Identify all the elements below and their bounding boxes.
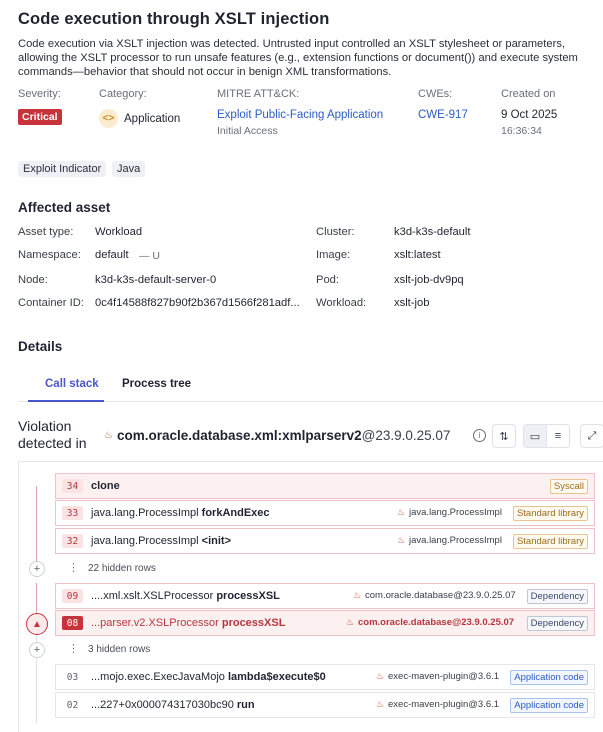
frame-number: 02 xyxy=(66,699,79,711)
stack-row-34[interactable] xyxy=(55,473,595,499)
frame-library-name: exec-maven-plugin@3.6.1 xyxy=(388,671,500,682)
cluster-label: Cluster: xyxy=(316,226,355,238)
workload-value: xslt-job xyxy=(394,297,430,309)
node-label: Node: xyxy=(18,274,48,286)
created-time: 16:36:34 xyxy=(501,125,542,137)
finding-description: Code execution via XSLT injection was detected. Untrusted input controlled an XSLT stylesheet or parameters, allowing the XSLT processor to run unsafe features (e.g., extension functions or document()) and execute system commands—behavior that should not occur in benign XML transformations. xyxy=(18,38,578,78)
stack-row-32[interactable] xyxy=(55,528,595,554)
view-toggle-compact[interactable] xyxy=(523,424,547,448)
frame-number: 33 xyxy=(62,506,83,520)
affected-asset-heading: Affected asset xyxy=(18,200,111,215)
hidden-rows-label[interactable]: 22 hidden rows xyxy=(88,563,156,574)
tab-call-stack[interactable]: Call stack xyxy=(45,378,99,390)
severity-label: Severity: xyxy=(18,88,61,100)
asset-type-value: Workload xyxy=(95,226,143,238)
warning-icon: ▲ xyxy=(26,613,48,635)
severity-badge: Critical xyxy=(18,109,62,125)
pod-label: Pod: xyxy=(316,274,340,286)
java-icon: ♨ xyxy=(346,617,355,627)
frame-badge: Dependency xyxy=(527,616,588,631)
node-value: k3d-k3s-default-server-0 xyxy=(95,274,217,286)
frame-function-name: clone xyxy=(91,480,120,492)
expand-icon: ⤢ xyxy=(587,429,597,442)
frame-library xyxy=(376,699,499,710)
stack-row-03[interactable] xyxy=(55,664,595,690)
frame-badge: Application code xyxy=(510,670,588,685)
pod-value: xslt-job-dv9pq xyxy=(394,274,464,286)
stack-row-02[interactable] xyxy=(55,692,595,718)
namespace-label: Namespace: xyxy=(18,249,81,261)
frame-library-name: java.lang.ProcessImpl xyxy=(409,507,502,518)
frame-class: java.lang.ProcessImpl xyxy=(91,535,202,547)
workload-label: Workload: xyxy=(316,297,367,309)
frame-method: lambda$execute$0 xyxy=(227,671,326,683)
created-date: 9 Oct 2025 xyxy=(501,109,558,121)
frame-number: 32 xyxy=(62,534,83,548)
expand-button[interactable] xyxy=(580,424,603,448)
mitre-label: MITRE ATT&CK: xyxy=(217,88,300,100)
image-value: xslt:latest xyxy=(394,249,441,261)
frame-library xyxy=(376,671,499,682)
created-label: Created on xyxy=(501,88,556,100)
frame-library-name: exec-maven-plugin@3.6.1 xyxy=(388,699,500,710)
asset-type-label: Asset type: xyxy=(18,226,74,238)
container-id-label: Container ID: xyxy=(18,297,84,309)
container-id-value: 0c4f14588f827b90f2b367d1566f281adf... xyxy=(95,297,300,309)
package-name: com.oracle.database.xml:xmlparserv2 xyxy=(117,428,362,443)
frame-number: 03 xyxy=(66,671,79,683)
frame-class: ...parser.v2.XSLProcessor xyxy=(91,617,222,629)
finding-title: Code execution through XSLT injection xyxy=(18,10,330,28)
frame-library xyxy=(353,590,516,601)
frame-class: java.lang.ProcessImpl xyxy=(91,507,202,519)
frame-library-name: java.lang.ProcessImpl xyxy=(409,535,502,546)
frame-method: forkAndExec xyxy=(201,507,270,519)
code-icon: <> xyxy=(99,109,118,128)
tag-java: Java xyxy=(112,161,145,177)
frame-badge: Syscall xyxy=(550,479,588,494)
stack-connector-mid xyxy=(36,583,37,613)
mitre-tactic: Initial Access xyxy=(217,125,278,137)
java-icon: ♨ xyxy=(376,699,385,709)
violation-package xyxy=(117,428,450,443)
compact-view-icon: ▭ xyxy=(529,430,541,443)
image-label: Image: xyxy=(316,249,351,261)
cwe-label: CWEs: xyxy=(418,88,453,100)
java-icon: ♨ xyxy=(353,590,362,600)
frame-function xyxy=(91,617,285,629)
details-heading: Details xyxy=(18,339,63,354)
info-icon[interactable]: i xyxy=(473,429,486,442)
frame-method: processXSL xyxy=(221,617,286,629)
violation-label: Violation detected in xyxy=(18,418,87,451)
frame-class: ...227+0x000074317030bc90 xyxy=(91,699,237,711)
java-icon: ♨ xyxy=(397,535,406,545)
tab-process-tree[interactable]: Process tree xyxy=(122,378,192,390)
stack-row-33[interactable] xyxy=(55,500,595,526)
frame-badge: Dependency xyxy=(527,589,588,604)
frame-class: ...mojo.exec.ExecJavaMojo xyxy=(91,671,228,683)
frame-method: <init> xyxy=(201,535,232,547)
mitre-technique-link[interactable]: Exploit Public-Facing Application xyxy=(217,109,384,121)
frame-library-name: com.oracle.database@23.9.0.25.07 xyxy=(358,617,515,628)
frame-function xyxy=(91,590,280,602)
java-icon: ♨ xyxy=(376,671,385,681)
frame-library xyxy=(346,617,514,628)
tabs-divider xyxy=(18,401,603,402)
frame-library xyxy=(397,507,502,518)
tab-active-underline xyxy=(28,400,104,402)
frame-method: run xyxy=(236,699,255,711)
frame-class: ....xml.xslt.XSLProcessor xyxy=(91,590,217,602)
frame-number: 09 xyxy=(62,589,83,603)
frame-library-name: com.oracle.database@23.9.0.25.07 xyxy=(365,590,516,601)
frame-function xyxy=(91,535,231,547)
expand-hidden-rows-button[interactable]: + xyxy=(29,561,45,577)
category-label: Category: xyxy=(99,88,147,100)
frame-badge: Standard library xyxy=(513,506,588,521)
frame-badge: Application code xyxy=(510,698,588,713)
namespace-extra: — U xyxy=(139,250,160,262)
list-view-icon: ≡ xyxy=(554,430,562,442)
package-version: @23.9.0.25.07 xyxy=(361,428,451,443)
view-toggle-list[interactable] xyxy=(546,424,570,448)
namespace-value: default xyxy=(95,249,129,261)
cwe-link[interactable]: CWE-917 xyxy=(418,109,468,121)
frame-library xyxy=(397,535,502,546)
hidden-rows-label[interactable]: 3 hidden rows xyxy=(88,644,151,655)
java-icon: ♨ xyxy=(104,430,113,441)
stack-row-09[interactable] xyxy=(55,583,595,609)
sort-button[interactable] xyxy=(492,424,516,448)
more-icon: ⋮ xyxy=(68,562,79,574)
tag-exploit-indicator: Exploit Indicator xyxy=(18,161,106,177)
stack-row-08[interactable] xyxy=(55,610,595,636)
more-icon: ⋮ xyxy=(68,643,79,655)
java-icon: ♨ xyxy=(397,507,406,517)
expand-hidden-rows-button[interactable]: + xyxy=(29,642,45,658)
sort-icon: ⇅ xyxy=(499,430,509,443)
category-value: Application xyxy=(124,113,181,125)
frame-function xyxy=(91,507,270,519)
cluster-value: k3d-k3s-default xyxy=(394,226,471,238)
frame-badge: Standard library xyxy=(513,534,588,549)
stack-connector-top xyxy=(36,486,37,564)
frame-method: processXSL xyxy=(216,590,280,602)
frame-number: 08 xyxy=(62,616,83,630)
frame-number: 34 xyxy=(62,479,83,493)
frame-function xyxy=(91,699,255,711)
frame-function xyxy=(91,480,120,492)
frame-function xyxy=(91,671,326,683)
